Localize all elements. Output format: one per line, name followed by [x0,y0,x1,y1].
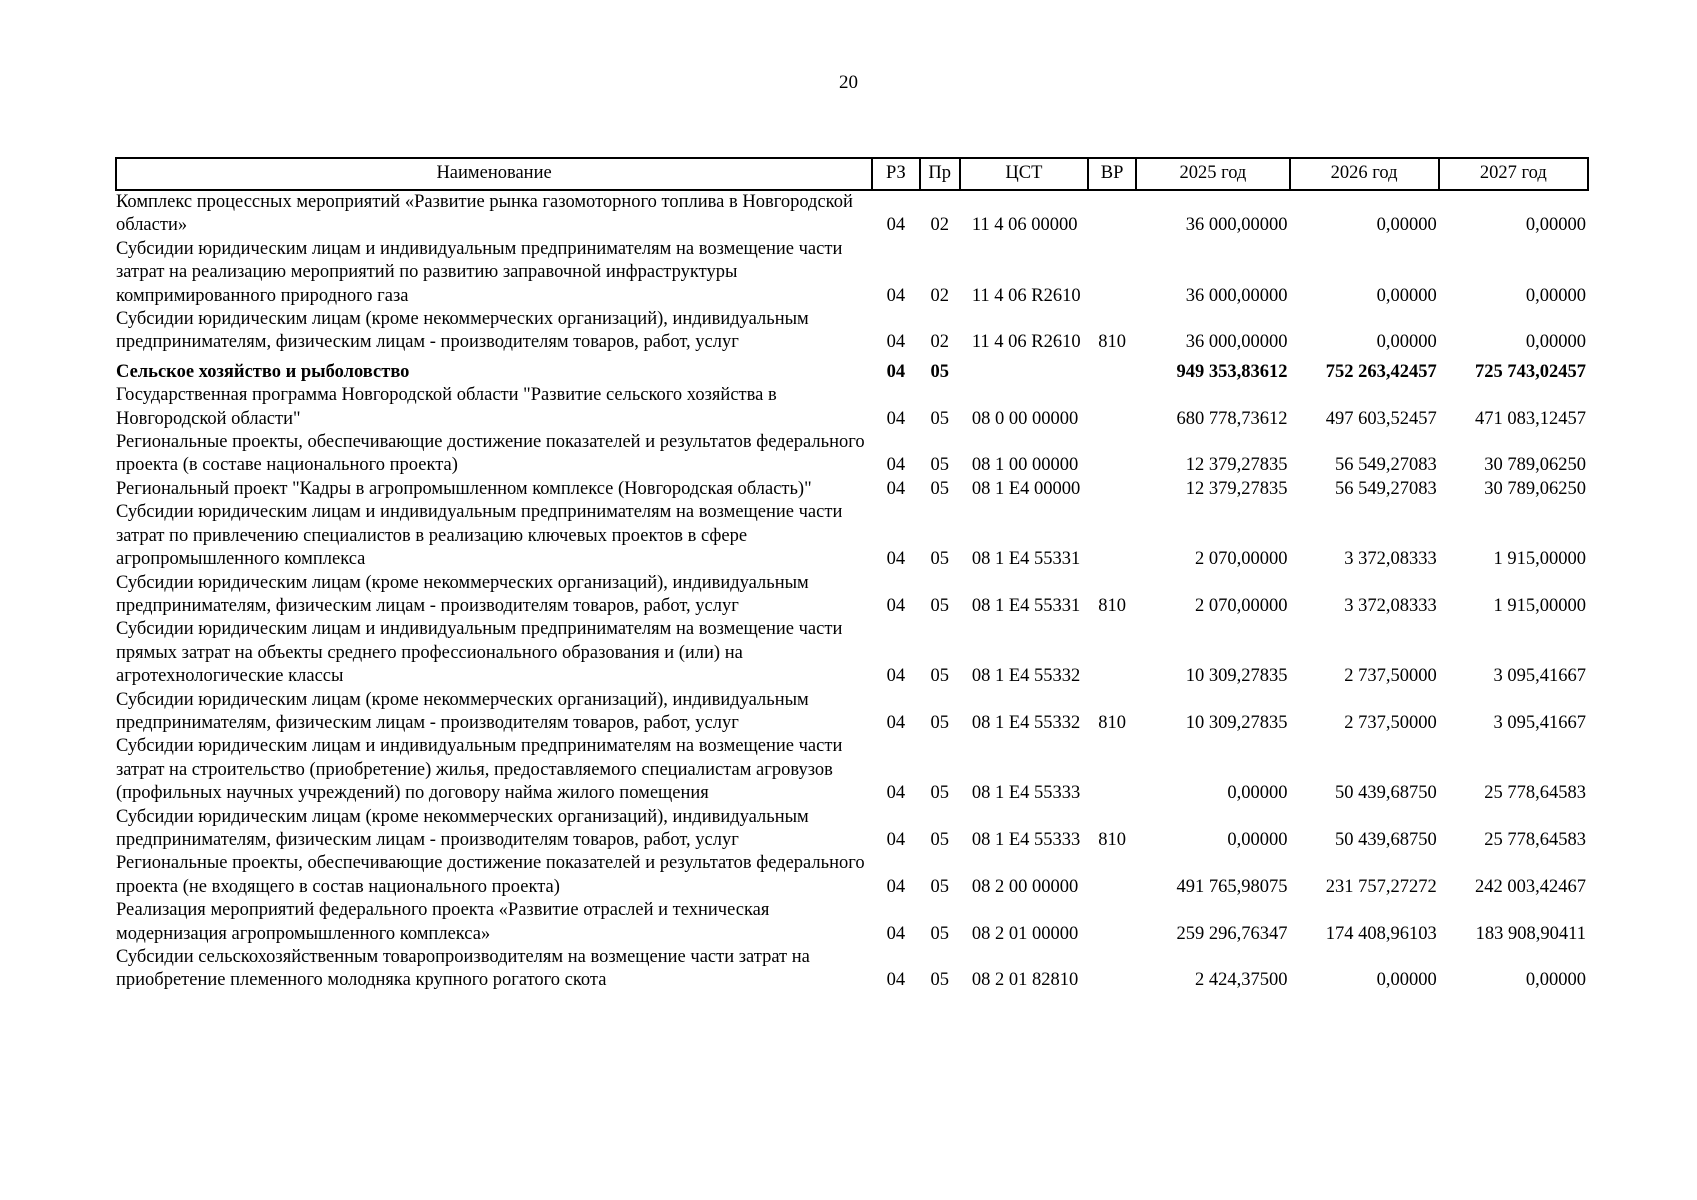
row-2027: 3 095,41667 [1493,666,1586,687]
row-rz: 04 [886,783,906,804]
row-cst: 11 4 06 R2610 [971,285,1081,306]
row-cst: 08 1 Е4 55331 [971,549,1081,570]
row-2025: 10 309,27835 [1185,712,1288,733]
row-pr: 05 [930,478,949,499]
row-2025: 491 765,98075 [1176,876,1288,897]
row-cst: 08 2 01 82810 [971,970,1079,991]
row-vr [1088,618,1136,688]
row-2027: 30 789,06250 [1484,478,1586,499]
row-2026: 0,00000 [1376,332,1437,353]
row-name: Субсидии юридическим лицам и индивидуальным предпринимателям на возмещение части затрат по привлечению специалистов в реализацию ключевых проектов в сфере агропромышленного комплекса [116,502,843,570]
row-rz: 04 [886,332,906,353]
row-2027: 1 915,00000 [1493,549,1586,570]
table-body [116,190,1588,993]
row-2026: 50 439,68750 [1334,829,1437,850]
row-2026: 0,00000 [1376,285,1437,306]
table-row [116,478,1588,501]
row-cst: 08 0 00 00000 [971,408,1079,429]
table-row [116,190,1588,238]
header-2026: 2026 год [1290,158,1439,190]
row-2026: 3 372,08333 [1344,549,1437,570]
row-rz: 04 [886,361,906,382]
row-cst: 08 1 Е4 55333 [971,783,1081,804]
row-2027: 0,00000 [1525,970,1586,991]
row-vr: 810 [1098,829,1126,850]
row-vr: 810 [1098,712,1126,733]
row-name: Региональные проекты, обеспечивающие достижение показателей и результатов федерального проекта (в составе национального проекта) [116,432,865,476]
row-pr: 05 [930,455,949,476]
row-2025: 0,00000 [1227,783,1288,804]
table-header-row [116,158,1588,190]
table-row [116,501,1588,571]
row-pr: 05 [930,595,949,616]
row-cst [960,355,1088,384]
row-rz: 04 [886,666,906,687]
header-cst: ЦСТ [960,158,1088,190]
table-row [116,384,1588,431]
row-cst: 11 4 06 R2610 [971,332,1081,353]
row-cst: 08 1 Е4 55331 [971,595,1081,616]
row-vr [1088,852,1136,899]
row-pr: 05 [930,783,949,804]
row-cst: 11 4 06 00000 [971,215,1078,236]
row-name: Субсидии юридическим лицам (кроме некоммерческих организаций), индивидуальным предпринимателям, физическим лицам - производителям товаров, работ, услуг [116,572,809,616]
table-row [116,806,1588,853]
row-rz: 04 [886,829,906,850]
row-2025: 2 424,37500 [1195,970,1288,991]
row-2025: 680 778,73612 [1176,408,1288,429]
row-cst: 08 2 00 00000 [971,876,1079,897]
row-name: Субсидии юридическим лицам и индивидуальным предпринимателям на возмещение части затрат на строительство (приобретение) жилья, предоставляемого специалистам агровузов (профильных научных учреждений) по договору найма жилого помещения [116,736,843,804]
budget-table [115,157,1589,993]
row-rz: 04 [886,215,906,236]
row-2026: 3 372,08333 [1344,595,1437,616]
table-row [116,572,1588,619]
row-2025: 36 000,00000 [1185,332,1288,353]
row-2027: 1 915,00000 [1493,595,1586,616]
table-row [116,689,1588,736]
row-2026: 50 439,68750 [1334,783,1437,804]
table-row [116,946,1588,993]
row-rz: 04 [886,876,906,897]
row-2025: 949 353,83612 [1176,361,1288,382]
row-2027: 183 908,90411 [1475,923,1586,944]
row-2026: 2 737,50000 [1344,666,1437,687]
row-rz: 04 [886,712,906,733]
row-name: Государственная программа Новгородской области "Развитие сельского хозяйства в Новгородской области" [116,385,777,429]
row-rz: 04 [886,478,906,499]
row-name: Субсидии сельскохозяйственным товаропроизводителям на возмещение части затрат на приобретение племенного молодняка крупного рогатого скота [116,947,810,991]
row-pr: 05 [930,408,949,429]
row-pr: 05 [930,361,949,382]
row-2026: 0,00000 [1376,215,1437,236]
row-2027: 0,00000 [1525,285,1586,306]
row-2027: 242 003,42467 [1475,876,1586,897]
row-vr [1088,355,1136,384]
header-2027: 2027 год [1439,158,1588,190]
row-rz: 04 [886,455,906,476]
row-rz: 04 [886,549,906,570]
row-2025: 2 070,00000 [1195,595,1288,616]
row-vr [1088,190,1136,238]
row-rz: 04 [886,408,906,429]
row-2026: 2 737,50000 [1344,712,1437,733]
table-row [116,431,1588,478]
row-name: Комплекс процессных мероприятий «Развитие рынка газомоторного топлива в Новгородской области» [116,192,853,236]
row-vr [1088,478,1136,501]
row-vr: 810 [1098,595,1126,616]
row-pr: 02 [930,215,949,236]
row-2025: 36 000,00000 [1185,285,1288,306]
row-2027: 0,00000 [1525,332,1586,353]
row-2025: 12 379,27835 [1185,455,1288,476]
row-cst: 08 1 Е4 55332 [971,666,1081,687]
row-2027: 30 789,06250 [1484,455,1586,476]
row-cst: 08 1 Е4 55333 [971,829,1081,850]
row-name: Субсидии юридическим лицам (кроме некоммерческих организаций), индивидуальным предпринимателям, физическим лицам - производителям товаров, работ, услуг [116,689,809,733]
row-vr [1088,735,1136,805]
row-2027: 3 095,41667 [1493,712,1586,733]
row-pr: 05 [930,829,949,850]
row-2027: 25 778,64583 [1484,783,1586,804]
row-2026: 231 757,27272 [1325,876,1437,897]
row-2027: 0,00000 [1525,215,1586,236]
row-cst: 08 1 Е4 55332 [971,712,1081,733]
row-vr [1088,431,1136,478]
row-2026: 174 408,96103 [1325,923,1437,944]
row-2027: 25 778,64583 [1484,829,1586,850]
table-row [116,852,1588,899]
row-pr: 05 [930,712,949,733]
row-pr: 05 [930,970,949,991]
row-2025: 0,00000 [1227,829,1288,850]
row-2026: 0,00000 [1376,970,1437,991]
row-vr [1088,384,1136,431]
row-rz: 04 [886,595,906,616]
row-2025: 10 309,27835 [1185,666,1288,687]
row-vr [1088,238,1136,308]
row-pr: 05 [930,666,949,687]
row-pr: 02 [930,332,949,353]
row-pr: 05 [930,876,949,897]
table-row [116,238,1588,308]
row-name: Субсидии юридическим лицам (кроме некоммерческих организаций), индивидуальным предпринимателям, физическим лицам - производителям товаров, работ, услуг [116,806,809,850]
row-name: Региональный проект "Кадры в агропромышленном комплексе (Новгородская область)" [116,478,812,499]
table-row [116,618,1588,688]
row-2025: 36 000,00000 [1185,215,1288,236]
row-2026: 752 263,42457 [1325,361,1437,382]
row-cst: 08 1 00 00000 [971,455,1079,476]
header-rz: РЗ [872,158,919,190]
row-name: Сельское хозяйство и рыболовство [116,361,410,382]
row-name: Субсидии юридическим лицам (кроме некоммерческих организаций), индивидуальным предпринимателям, физическим лицам - производителям товаров, работ, услуг [116,309,809,353]
row-rz: 04 [886,923,906,944]
page-number: 20 [839,72,858,93]
row-pr: 05 [930,549,949,570]
row-pr: 02 [930,285,949,306]
row-cst: 08 2 01 00000 [971,923,1079,944]
row-2026: 56 549,27083 [1334,478,1437,499]
header-2025: 2025 год [1136,158,1289,190]
row-2025: 259 296,76347 [1176,923,1288,944]
row-2026: 497 603,52457 [1325,408,1437,429]
row-name: Региональные проекты, обеспечивающие достижение показателей и результатов федерального проекта (не входящего в состав национального проекта) [116,853,865,897]
header-vr: ВР [1088,158,1136,190]
table-row [116,308,1588,355]
table-row-section [116,355,1588,384]
row-2027: 471 083,12457 [1475,408,1586,429]
table-row [116,735,1588,805]
table-row [116,899,1588,946]
row-2027: 725 743,02457 [1475,361,1586,382]
row-name: Реализация мероприятий федерального проекта «Развитие отраслей и техническая модернизация агропромышленного комплекса» [116,900,770,944]
header-name: Наименование [116,158,872,190]
row-vr: 810 [1098,332,1126,353]
row-vr [1088,899,1136,946]
header-pr: Пр [920,158,960,190]
row-vr [1088,501,1136,571]
row-cst: 08 1 Е4 00000 [971,478,1081,499]
row-name: Субсидии юридическим лицам и индивидуальным предпринимателям на возмещение части затрат на реализацию мероприятий по развитию заправочной инфраструктуры компримированного природного газа [116,238,843,306]
row-pr: 05 [930,923,949,944]
row-2026: 56 549,27083 [1334,455,1437,476]
row-2025: 2 070,00000 [1195,549,1288,570]
row-rz: 04 [886,970,906,991]
row-2025: 12 379,27835 [1185,478,1288,499]
row-vr [1088,946,1136,993]
row-name: Субсидии юридическим лицам и индивидуальным предпринимателям на возмещение части прямых затрат на объекты среднего профессионального образования и (или) на агротехнологические классы [116,619,843,687]
row-rz: 04 [886,285,906,306]
